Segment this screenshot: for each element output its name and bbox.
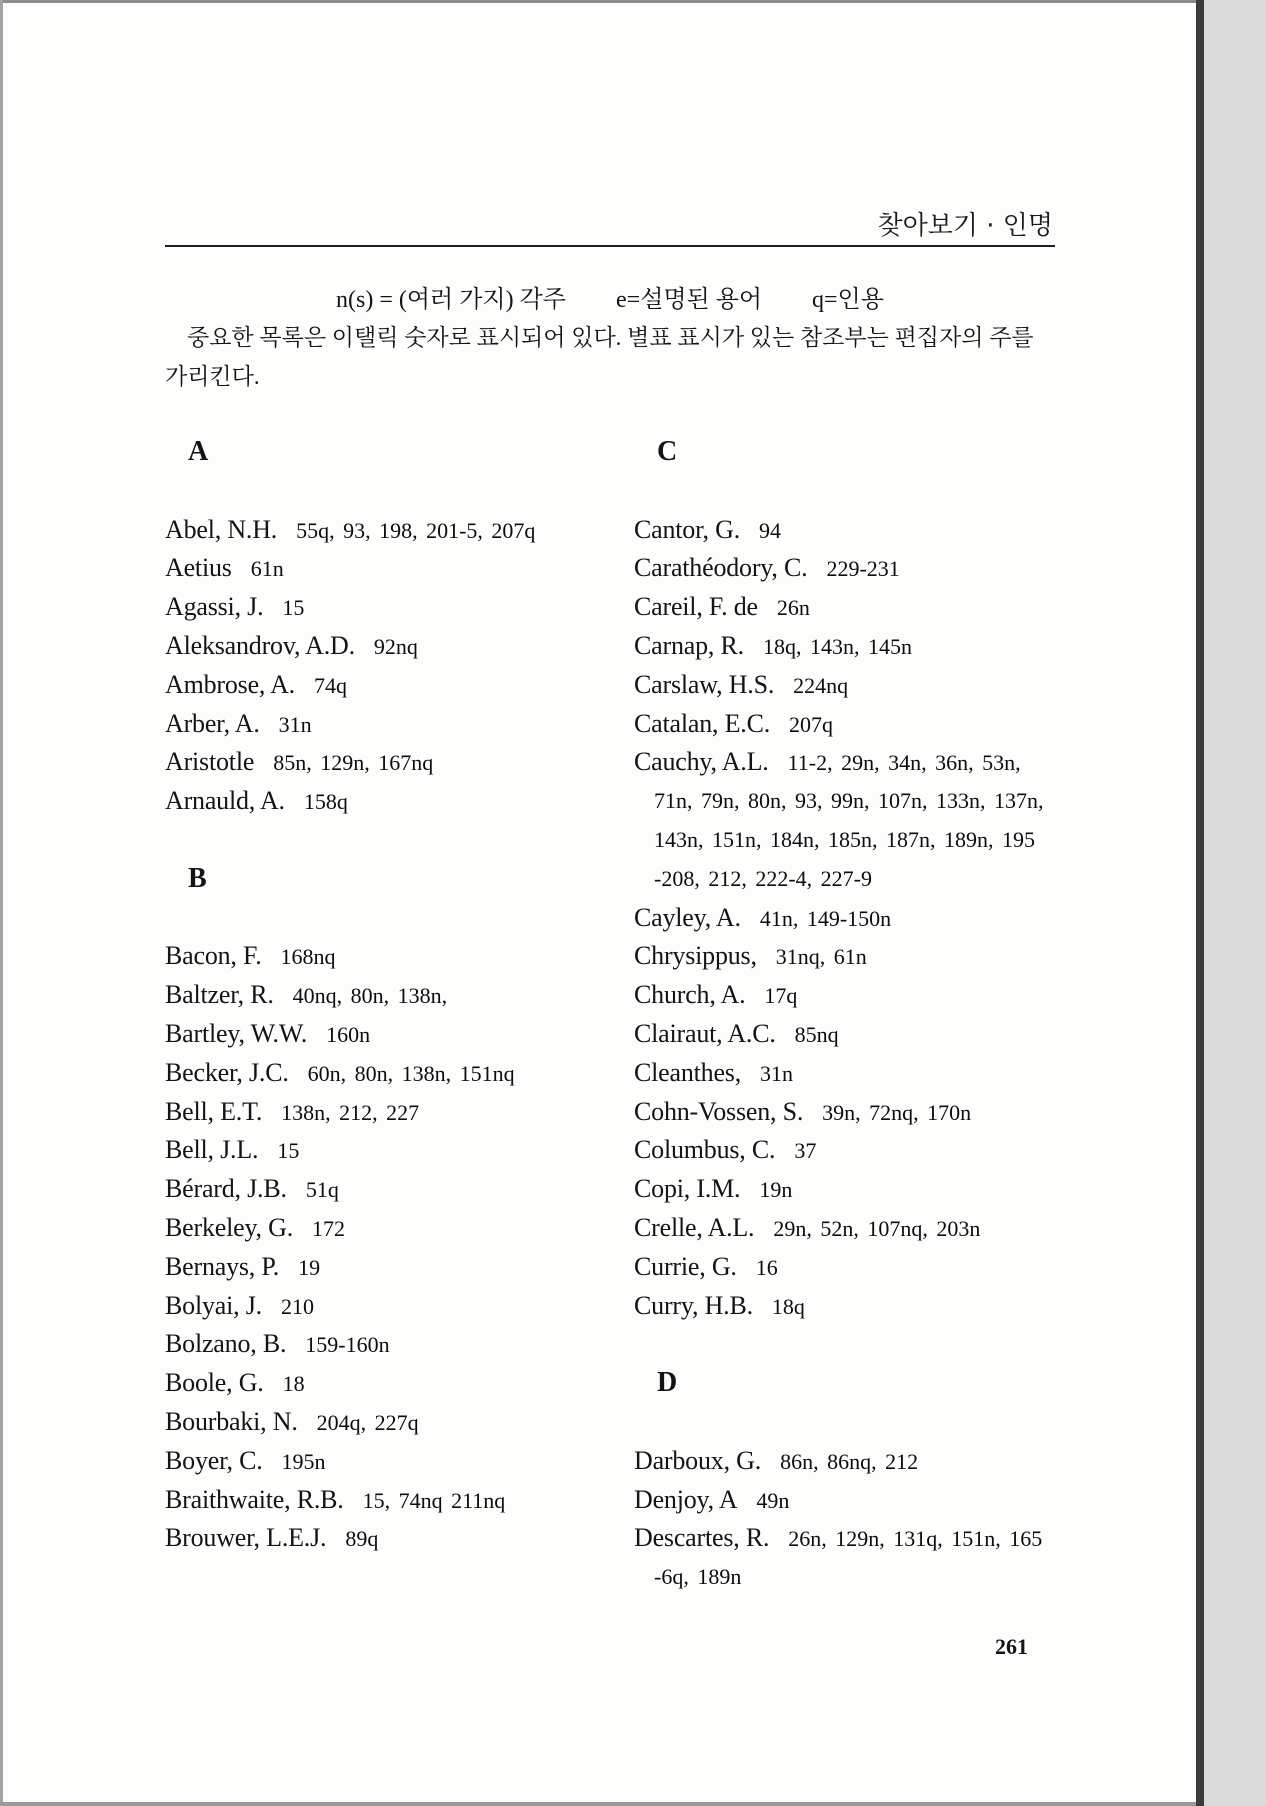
entry-refs: 158q bbox=[303, 789, 348, 815]
index-entry bbox=[165, 1325, 625, 1364]
index-entry bbox=[634, 937, 1174, 976]
index-entry bbox=[634, 1519, 1174, 1558]
entry-name: Bacon, F. bbox=[165, 941, 262, 971]
section-letter: B bbox=[188, 862, 207, 894]
entry-name: Brouwer, L.E.J. bbox=[165, 1523, 327, 1553]
entry-name: Bourbaki, N. bbox=[165, 1406, 298, 1436]
entry-refs: 49n bbox=[756, 1487, 790, 1513]
index-column-left bbox=[165, 433, 625, 1558]
index-entry bbox=[634, 588, 1174, 627]
intro-line: 중요한 목록은 이탤릭 숫자로 표시되어 있다. 별표 표시가 있는 참조부는 편집자의 주를 bbox=[187, 325, 1034, 350]
index-entry bbox=[634, 1248, 1174, 1287]
entry-name: Boyer, C. bbox=[165, 1445, 263, 1475]
entry-name: Bartley, W.W. bbox=[165, 1018, 308, 1048]
index-entry bbox=[634, 976, 1174, 1015]
entry-refs: 15, 74nq 211nq bbox=[362, 1487, 506, 1513]
entry-refs: 61n bbox=[250, 556, 284, 582]
running-head: 찾아보기 · 인명 bbox=[877, 211, 1053, 241]
entry-name: Curry, H.B. bbox=[634, 1290, 753, 1320]
entry-name: Cleanthes, bbox=[634, 1057, 742, 1087]
entry-refs: 31nq, 61n bbox=[775, 944, 867, 970]
entry-refs: 160n bbox=[326, 1021, 371, 1047]
index-entry bbox=[634, 1015, 1174, 1054]
scan-background bbox=[1204, 0, 1266, 1806]
index-section-b bbox=[165, 860, 625, 1558]
scan-edge-top bbox=[0, 0, 1198, 3]
index-section-a bbox=[165, 433, 625, 821]
entry-refs: 19n bbox=[759, 1177, 793, 1203]
index-entry bbox=[634, 1093, 1174, 1132]
entry-name: Cantor, G. bbox=[634, 514, 740, 544]
entry-name: Denjoy, A bbox=[634, 1484, 738, 1514]
index-entry bbox=[165, 1403, 625, 1442]
entry-name: Bell, J.L. bbox=[165, 1135, 259, 1165]
entry-refs: 37 bbox=[794, 1138, 817, 1164]
index-entry bbox=[165, 511, 625, 550]
legend-footnote: n(s) = (여러 가지) 각주 bbox=[336, 287, 566, 313]
index-entry bbox=[634, 705, 1174, 744]
entry-refs: 74q bbox=[313, 672, 347, 698]
entry-name: Currie, G. bbox=[634, 1251, 737, 1281]
entry-refs: 210 bbox=[280, 1293, 314, 1319]
entry-refs-continuation: 143n, 151n, 184n, 185n, 187n, 189n, 195 bbox=[654, 826, 1035, 852]
entry-name: Catalan, E.C. bbox=[634, 708, 771, 738]
index-entry bbox=[165, 782, 625, 821]
entry-name: Boole, G. bbox=[165, 1368, 264, 1398]
entry-name: Chrysippus, bbox=[634, 941, 757, 971]
entry-name: Clairaut, A.C. bbox=[634, 1018, 776, 1048]
entry-refs: 159-160n bbox=[305, 1332, 390, 1358]
entry-refs: 18q bbox=[771, 1293, 805, 1319]
entry-refs: 18 bbox=[282, 1371, 305, 1397]
index-entry bbox=[634, 1287, 1174, 1326]
index-entry bbox=[634, 743, 1174, 782]
entry-refs: 172 bbox=[312, 1215, 346, 1241]
entry-name: Baltzer, R. bbox=[165, 980, 274, 1010]
entry-refs: 39n, 72nq, 170n bbox=[822, 1099, 972, 1125]
page-number: 261 bbox=[995, 1634, 1028, 1659]
entry-name: Bolzano, B. bbox=[165, 1329, 287, 1359]
index-entry bbox=[165, 627, 625, 666]
entry-refs: 60n, 80n, 138n, 151nq bbox=[307, 1060, 515, 1086]
index-entry bbox=[165, 1481, 625, 1520]
index-entry bbox=[165, 1364, 625, 1403]
index-entry bbox=[634, 1170, 1174, 1209]
entry-name: Church, A. bbox=[634, 980, 746, 1010]
entry-refs-continuation: -6q, 189n bbox=[654, 1564, 742, 1590]
entry-name: Careil, F. de bbox=[634, 592, 758, 622]
index-entry bbox=[165, 1015, 625, 1054]
legend-explained-term: e=설명된 용어 bbox=[616, 287, 763, 313]
entry-refs: 86n, 86nq, 212 bbox=[780, 1448, 919, 1474]
entry-refs: 31n bbox=[278, 711, 312, 737]
index-entry bbox=[634, 1442, 1174, 1481]
entry-refs: 16 bbox=[755, 1254, 778, 1280]
section-letter: C bbox=[657, 436, 678, 467]
index-entry bbox=[165, 666, 625, 705]
entry-refs: 15 bbox=[282, 595, 305, 621]
index-entry bbox=[634, 1131, 1174, 1170]
entry-refs: 89q bbox=[345, 1526, 379, 1552]
entry-name: Abel, N.H. bbox=[165, 514, 278, 544]
entry-refs: 51q bbox=[305, 1177, 339, 1203]
index-entry bbox=[634, 627, 1174, 666]
section-letter: A bbox=[188, 436, 209, 467]
index-entry bbox=[165, 1248, 625, 1287]
index-entry bbox=[165, 1170, 625, 1209]
index-entry bbox=[165, 937, 625, 976]
index-entry bbox=[165, 1093, 625, 1132]
entry-name: Berkeley, G. bbox=[165, 1212, 294, 1242]
entry-refs: 94 bbox=[759, 517, 781, 543]
index-section-c bbox=[634, 433, 1174, 1325]
entry-refs: 31n bbox=[760, 1060, 794, 1086]
index-entry bbox=[634, 1481, 1174, 1520]
entry-name: Agassi, J. bbox=[165, 592, 264, 622]
index-entry bbox=[634, 549, 1174, 588]
header-rule bbox=[165, 245, 1055, 247]
entry-name: Carnap, R. bbox=[634, 630, 744, 660]
entry-refs: 85n, 129n, 167nq bbox=[273, 750, 434, 776]
entry-name: Bérard, J.B. bbox=[165, 1174, 287, 1204]
entry-name: Cohn-Vossen, S. bbox=[634, 1096, 804, 1126]
entry-name: Arber, A. bbox=[165, 708, 260, 738]
entry-name: Becker, J.C. bbox=[165, 1057, 289, 1087]
index-entry bbox=[165, 1287, 625, 1326]
scan-edge-bottom bbox=[0, 1802, 1198, 1806]
entry-refs-continuation: 71n, 79n, 80n, 93, 99n, 107n, 133n, 137n, bbox=[654, 788, 1044, 814]
entry-name: Carathéodory, C. bbox=[634, 553, 808, 583]
index-entry bbox=[634, 1209, 1174, 1248]
index-entry bbox=[634, 899, 1174, 938]
entry-name: Bolyai, J. bbox=[165, 1290, 262, 1320]
entry-refs: 41n, 149-150n bbox=[759, 905, 892, 931]
entry-name: Aristotle bbox=[165, 747, 255, 777]
index-entry bbox=[634, 511, 1174, 550]
entry-refs-continuation: -208, 212, 222-4, 227-9 bbox=[654, 865, 872, 891]
entry-refs: 18q, 143n, 145n bbox=[762, 633, 912, 659]
entry-refs: 138n, 212, 227 bbox=[281, 1099, 420, 1125]
index-entry bbox=[165, 1131, 625, 1170]
entry-refs: 17q bbox=[764, 983, 798, 1009]
entry-name: Darboux, G. bbox=[634, 1445, 762, 1475]
entry-name: Copi, I.M. bbox=[634, 1174, 741, 1204]
entry-refs: 15 bbox=[277, 1138, 300, 1164]
section-letter: D bbox=[657, 1367, 678, 1399]
entry-refs: 29n, 52n, 107nq, 203n bbox=[773, 1215, 981, 1241]
entry-refs: 19 bbox=[298, 1254, 321, 1280]
index-column-right bbox=[634, 433, 1174, 1597]
entry-refs: 229-231 bbox=[826, 556, 900, 582]
entry-name: Cayley, A. bbox=[634, 902, 741, 932]
index-entry bbox=[165, 549, 625, 588]
index-entry bbox=[165, 1442, 625, 1481]
entry-name: Braithwaite, R.B. bbox=[165, 1484, 344, 1514]
entry-name: Ambrose, A. bbox=[165, 669, 295, 699]
entry-name: Cauchy, A.L. bbox=[634, 747, 769, 777]
entry-name: Arnauld, A. bbox=[165, 786, 285, 816]
index-entry bbox=[165, 1209, 625, 1248]
index-entry bbox=[165, 1519, 625, 1558]
scan-edge-left bbox=[0, 0, 3, 1806]
index-entry bbox=[165, 1054, 625, 1093]
entry-name: Descartes, R. bbox=[634, 1523, 770, 1553]
entry-name: Crelle, A.L. bbox=[634, 1212, 755, 1242]
page-edge-shadow bbox=[1196, 0, 1204, 1806]
entry-refs: 85nq bbox=[794, 1021, 839, 1047]
index-entry bbox=[165, 743, 625, 782]
entry-name: Bell, E.T. bbox=[165, 1096, 263, 1126]
entry-name: Aetius bbox=[165, 553, 232, 583]
index-entry bbox=[634, 1054, 1174, 1093]
legend-quotation: q=인용 bbox=[812, 287, 884, 313]
index-entry bbox=[165, 588, 625, 627]
entry-name: Bernays, P. bbox=[165, 1251, 280, 1281]
entry-refs: 204q, 227q bbox=[316, 1409, 419, 1435]
entry-refs: 224nq bbox=[793, 672, 849, 698]
intro-line: 가리킨다. bbox=[165, 364, 260, 389]
entry-refs: 40nq, 80n, 138n, bbox=[292, 983, 448, 1009]
entry-refs: 92nq bbox=[373, 633, 418, 659]
entry-name: Carslaw, H.S. bbox=[634, 669, 775, 699]
entry-name: Columbus, C. bbox=[634, 1135, 776, 1165]
index-entry bbox=[634, 666, 1174, 705]
entry-refs: 168nq bbox=[280, 944, 336, 970]
entry-refs: 26n, 129n, 131q, 151n, 165 bbox=[788, 1526, 1043, 1552]
entry-refs: 55q, 93, 198, 201-5, 207q bbox=[296, 517, 536, 543]
index-entry bbox=[165, 976, 625, 1015]
index-section-d bbox=[634, 1364, 1174, 1597]
entry-refs: 26n bbox=[776, 595, 810, 621]
index-entry bbox=[165, 705, 625, 744]
entry-refs: 11-2, 29n, 34n, 36n, 53n, bbox=[787, 750, 1021, 776]
entry-name: Aleksandrov, A.D. bbox=[165, 630, 355, 660]
entry-refs: 195n bbox=[281, 1448, 326, 1474]
entry-refs: 207q bbox=[789, 711, 834, 737]
